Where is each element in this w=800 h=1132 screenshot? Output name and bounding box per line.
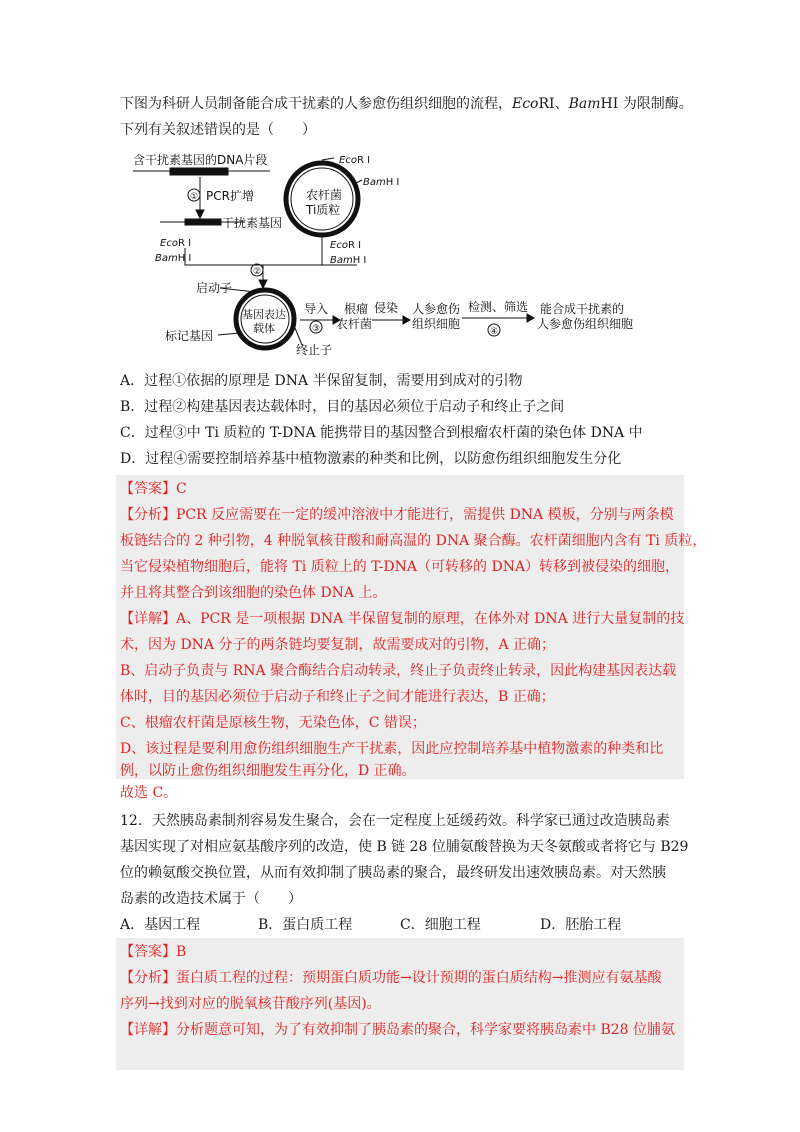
q11-enzyme-bam: Bam [568,96,601,112]
q12-analysis-line: 【分析】蛋白质工程的过程：预期蛋白质功能→设计预期的蛋白质结构→推测应有氨基酸 [120,970,662,986]
q11-detail-line: 【详解】A、PCR 是一项根据 DNA 半保留复制的原理，在体外对 DNA 进行大量复制的技 [120,611,685,627]
q11-option-c: C．过程③中 Ti 质粒的 T-DNA 能携带目的基因整合到根瘤农杆菌的染色体 DNA 中 [120,425,643,441]
step1-label: ① [190,192,199,202]
q12-analysis-line: 序列→找到对应的脱氧核苷酸序列(基因)。 [120,996,381,1012]
callus-label-1: 人参愈伤 [412,302,461,316]
bam-top-label: H I [385,177,400,188]
q12-stem-line: 岛素的改造技术属于（ ） [120,891,302,907]
svg-text:EcoR I [160,238,191,249]
q12-stem-line: 位的赖氨酸交换位置，从而有效抑制了胰岛素的聚合，最终研发出速效胰岛素。对天然胰 [120,865,666,881]
marker-label: 标记基因 [165,329,214,343]
svg-text:BamH I [155,253,191,264]
eco-right-italic: Eco [330,240,348,251]
svg-text:BamH I [330,255,366,266]
vector-label-1: 基因表达 [242,308,286,321]
q12-option-a: A．基因工程 [120,917,201,933]
q11-detail-line: 例，以防止愈伤组织细胞发生再分化，D 正确。 [120,763,416,779]
q11-option-b: B．过程②构建基因表达载体时，目的基因必须位于启动子和终止子之间 [120,399,565,415]
q11-conclusion: 故选 C。 [120,785,178,801]
svg-text:EcoR I [330,240,361,251]
q11-stem-line2: 下列有关叙述错误的是（ ） [120,122,316,138]
q11-enzyme-eco-suffix: RI、 [538,96,569,112]
bam-left-italic: Bam [155,253,178,264]
q11-detail-line: B、启动子负责与 RNA 聚合酶结合启动转录，终止子负责终止转录，因此构建基因表达载 [120,663,677,679]
q12-stem-line: 基因实现了对相应氨基酸序列的改造，使 B 链 28 位脯氨酸替换为天冬氨酸或者将它与 B29 [120,839,689,855]
detect-label: 检测、筛选 [468,300,529,314]
marker-pointer [218,333,240,335]
q12-option-d: D．胚胎工程 [540,917,622,933]
promoter-label: 启动子 [196,281,233,295]
dna-fragment-label: 含干扰素基因的DNA片段 [133,153,268,167]
agro-label-1: 根瘤 [344,302,369,316]
q11-enzyme-eco: Eco [512,96,539,112]
q11-flow-diagram [0,0,800,370]
bam-top-italic: Bam [363,177,386,188]
q11-analysis-line: 并且将其整合到该细胞的染色体 DNA 上。 [120,585,387,601]
q11-detail-line: 体时，目的基因必须位于启动子和终止子之间才能进行表达，B 正确； [120,689,555,705]
step3-label: ③ [312,324,321,334]
svg-text:BamH I [363,177,399,188]
eco-left-italic: Eco [160,238,178,249]
vector-label-2: 载体 [253,322,275,335]
q11-detail-line: C、根瘤农杆菌是原核生物，无染色体，C 错误； [120,715,426,731]
q11-option-a: A．过程①依据的原理是 DNA 半保留复制，需要用到成对的引物 [120,373,523,389]
eco-right-label: R I [347,240,362,251]
bam-left-label: H I [177,253,192,264]
agro-label-2: 农杆菌 [336,317,373,331]
result-label-1: 能合成干扰素的 [540,302,625,316]
import-label: 导入 [304,302,329,316]
q11-detail-line: D、该过程是要利用愈伤组织细胞生产干扰素，因此应控制培养基中植物激素的种类和比 [120,741,664,757]
plasmid-label-2: Ti质粒 [306,203,341,217]
eco-top-italic: Eco [339,155,357,166]
q11-analysis-line: 当它侵染植物细胞后，能将 Ti 质粒上的 T-DNA（可转移的 DNA）转移到被侵染的细胞， [120,559,680,575]
eco-left-label: R I [177,238,192,249]
q11-analysis-line: 【分析】PCR 反应需要在一定的缓冲溶液中才能进行，需提供 DNA 模板，分别与两条模 [120,507,674,523]
gene-label: 干扰素基因 [222,216,283,230]
terminator-label: 终止子 [296,343,333,357]
q12-options [120,912,621,938]
q11-option-d: D．过程④需要控制培养基中植物激素的种类和比例，以防愈伤组织细胞发生分化 [120,451,622,467]
eco-top-label: R I [356,155,371,166]
q11-answer: 【答案】C [120,481,187,497]
q12-option-b: B．蛋白质工程 [258,917,353,933]
eco-site-top [322,158,334,160]
svg-text:EcoR I [339,155,370,166]
q11-stem-text: 下图为科研人员制备能合成干扰素的人参愈伤组织细胞的流程， [120,96,512,112]
q12-option-c: C．细胞工程 [400,917,481,933]
q12-answer: 【答案】B [120,944,187,960]
result-label-2: 人参愈伤组织细胞 [537,317,634,331]
q12-stem-line: 12．天然胰岛素制剂容易发生聚合，会在一定程度上延缓药效。科学家已通过改造胰岛素 [120,813,670,829]
q11-enzyme-bam-suffix: HI 为限制酶。 [600,96,693,112]
q11-detail-line: 术，因为 DNA 分子的两条链均要复制，故需要成对的引物，A 正确； [120,637,556,653]
pcr-label: PCR扩增 [206,189,254,203]
q12-detail-line: 【详解】分析题意可知，为了有效抑制了胰岛素的聚合，科学家要将胰岛素中 B28 位脯氨 [120,1022,676,1038]
plasmid-label-1: 农杆菌 [306,188,343,202]
step4-label: ④ [490,327,499,337]
callus-label-2: 组织细胞 [412,317,461,331]
step2-label: ② [253,267,262,277]
bam-right-label: H I [352,255,367,266]
infect-label: 侵染 [374,301,399,315]
q11-analysis-line: 板链结合的 2 种引物，4 种脱氧核苷酸和耐高温的 DNA 聚合酶。农杆菌细胞内含有 Ti 质粒， [120,533,707,549]
bam-right-italic: Bam [330,255,353,266]
